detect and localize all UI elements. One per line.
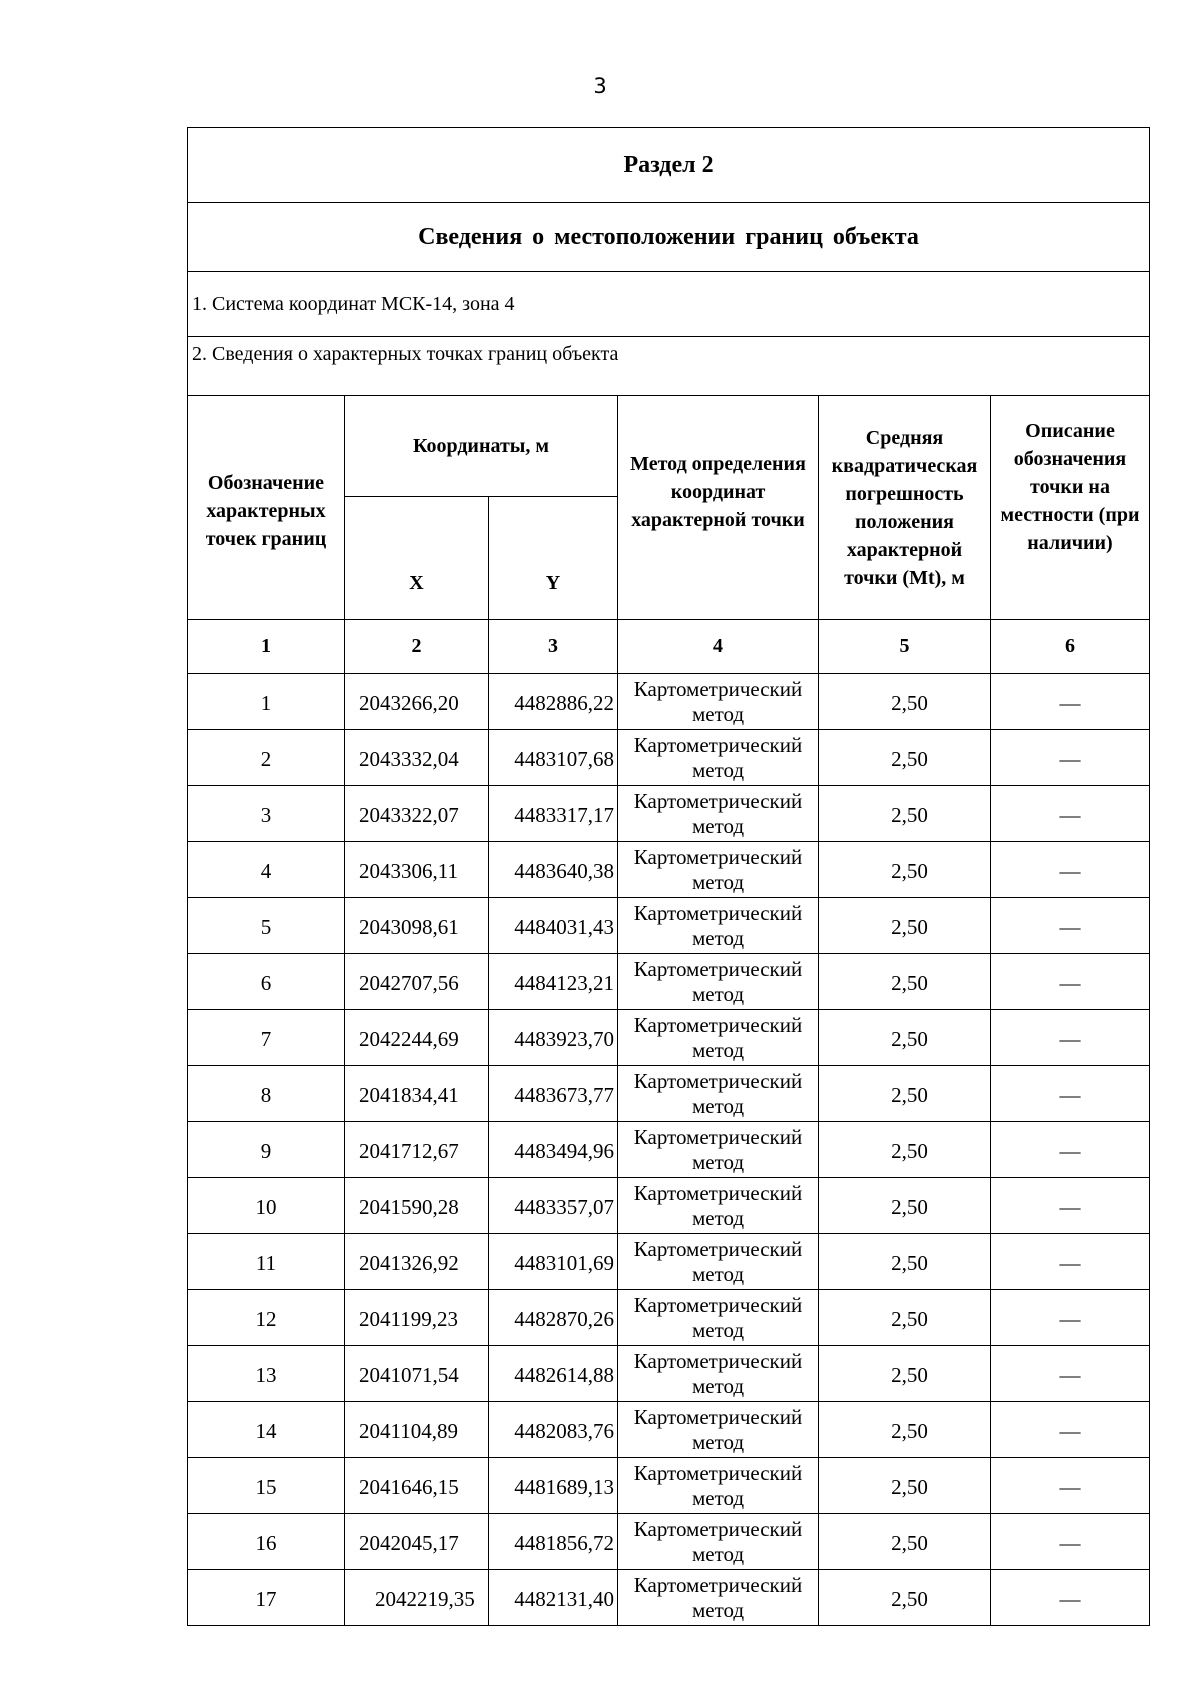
point-number: 14	[188, 1402, 345, 1458]
coordinate-x: 2042045,17	[345, 1514, 489, 1570]
mean-square-error: 2,50	[819, 1066, 991, 1122]
coordinate-y: 4482870,26	[489, 1290, 618, 1346]
coordinate-y: 4483673,77	[489, 1066, 618, 1122]
table-row	[188, 730, 1150, 786]
method: Картометрический метод	[618, 1066, 819, 1122]
coordinate-y: 4483107,68	[489, 730, 618, 786]
coordinate-x: 2041646,15	[345, 1458, 489, 1514]
mean-square-error: 2,50	[819, 730, 991, 786]
points-caption: 2. Сведения о характерных точках границ объекта	[188, 337, 1150, 396]
mean-square-error: 2,50	[819, 1234, 991, 1290]
method: Картометрический метод	[618, 674, 819, 730]
point-description: —	[991, 786, 1150, 842]
coordinate-y: 4483640,38	[489, 842, 618, 898]
coordinate-y: 4482083,76	[489, 1402, 618, 1458]
mean-square-error: 2,50	[819, 786, 991, 842]
column-number: 6	[991, 620, 1150, 674]
header-method: Метод определения координат характерной точки	[618, 396, 819, 620]
point-number: 10	[188, 1178, 345, 1234]
point-number: 6	[188, 954, 345, 1010]
coordinate-system: 1. Система координат МСК-14, зона 4	[188, 272, 1150, 337]
coordinate-x: 2043306,11	[345, 842, 489, 898]
point-description: —	[991, 1570, 1150, 1626]
method: Картометрический метод	[618, 1346, 819, 1402]
point-number: 11	[188, 1234, 345, 1290]
method: Картометрический метод	[618, 1514, 819, 1570]
mean-square-error: 2,50	[819, 1402, 991, 1458]
table-row	[188, 1514, 1150, 1570]
point-description: —	[991, 674, 1150, 730]
column-number: 3	[489, 620, 618, 674]
mean-square-error: 2,50	[819, 1570, 991, 1626]
point-description: —	[991, 898, 1150, 954]
column-numbers-row	[188, 620, 1150, 674]
coordinate-y: 4483101,69	[489, 1234, 618, 1290]
point-number: 7	[188, 1010, 345, 1066]
mean-square-error: 2,50	[819, 1290, 991, 1346]
point-number: 15	[188, 1458, 345, 1514]
coordinate-x: 2043266,20	[345, 674, 489, 730]
mean-square-error: 2,50	[819, 1178, 991, 1234]
mean-square-error: 2,50	[819, 1514, 991, 1570]
point-number: 13	[188, 1346, 345, 1402]
point-number: 17	[188, 1570, 345, 1626]
mean-square-error: 2,50	[819, 898, 991, 954]
mean-square-error: 2,50	[819, 1122, 991, 1178]
table-row	[188, 1290, 1150, 1346]
point-number: 3	[188, 786, 345, 842]
point-number: 9	[188, 1122, 345, 1178]
method: Картометрический метод	[618, 1570, 819, 1626]
coordinate-y: 4484123,21	[489, 954, 618, 1010]
point-description: —	[991, 1346, 1150, 1402]
method: Картометрический метод	[618, 1234, 819, 1290]
method: Картометрический метод	[618, 1402, 819, 1458]
coordinate-x: 2041326,92	[345, 1234, 489, 1290]
header-description: Описание обозначения точки на местности (при наличии)	[991, 396, 1150, 620]
coordinate-y: 4481689,13	[489, 1458, 618, 1514]
column-number: 4	[618, 620, 819, 674]
point-description: —	[991, 1234, 1150, 1290]
boundary-points-table	[187, 127, 1150, 1626]
table-row	[188, 954, 1150, 1010]
coordinate-y: 4483923,70	[489, 1010, 618, 1066]
coordinate-x: 2042219,35	[345, 1570, 489, 1626]
point-description: —	[991, 1066, 1150, 1122]
table-row	[188, 1010, 1150, 1066]
coordinate-x: 2041071,54	[345, 1346, 489, 1402]
table-row	[188, 1346, 1150, 1402]
section-subtitle: Сведения о местоположении границ объекта	[188, 203, 1150, 272]
point-number: 5	[188, 898, 345, 954]
point-description: —	[991, 1290, 1150, 1346]
coordinate-x: 2043332,04	[345, 730, 489, 786]
mean-square-error: 2,50	[819, 954, 991, 1010]
coordinate-x: 2041834,41	[345, 1066, 489, 1122]
point-number: 4	[188, 842, 345, 898]
coordinate-y: 4483494,96	[489, 1122, 618, 1178]
method: Картометрический метод	[618, 1122, 819, 1178]
point-description: —	[991, 1458, 1150, 1514]
point-description: —	[991, 842, 1150, 898]
table-row	[188, 1570, 1150, 1626]
coordinate-y: 4482614,88	[489, 1346, 618, 1402]
table-row	[188, 1122, 1150, 1178]
table-row	[188, 898, 1150, 954]
coordinate-y: 4484031,43	[489, 898, 618, 954]
coordinate-x: 2042244,69	[345, 1010, 489, 1066]
coordinate-x: 2041199,23	[345, 1290, 489, 1346]
table-row	[188, 786, 1150, 842]
mean-square-error: 2,50	[819, 1010, 991, 1066]
point-description: —	[991, 1122, 1150, 1178]
point-description: —	[991, 1514, 1150, 1570]
method: Картометрический метод	[618, 1010, 819, 1066]
coordinate-x: 2043322,07	[345, 786, 489, 842]
coordinate-y: 4482886,22	[489, 674, 618, 730]
header-x: X	[345, 497, 489, 620]
method: Картометрический метод	[618, 786, 819, 842]
point-number: 16	[188, 1514, 345, 1570]
method: Картометрический метод	[618, 1458, 819, 1514]
method: Картометрический метод	[618, 1178, 819, 1234]
coordinate-x: 2041712,67	[345, 1122, 489, 1178]
point-description: —	[991, 954, 1150, 1010]
header-designation: Обозначение характерных точек границ	[188, 396, 345, 620]
point-description: —	[991, 1402, 1150, 1458]
header-y: Y	[489, 497, 618, 620]
mean-square-error: 2,50	[819, 674, 991, 730]
coordinate-y: 4482131,40	[489, 1570, 618, 1626]
table-row	[188, 1402, 1150, 1458]
coordinate-y: 4483317,17	[489, 786, 618, 842]
page-number: 3	[593, 74, 607, 98]
header-coordinates: Координаты, м	[345, 396, 618, 497]
coordinate-y: 4481856,72	[489, 1514, 618, 1570]
point-description: —	[991, 1010, 1150, 1066]
method: Картометрический метод	[618, 1290, 819, 1346]
point-number: 12	[188, 1290, 345, 1346]
header-error: Средняя квадратическая погрешность положения характерной точки (Mt), м	[819, 396, 991, 620]
coordinate-x: 2041104,89	[345, 1402, 489, 1458]
column-number: 1	[188, 620, 345, 674]
table-row	[188, 842, 1150, 898]
section-title: Раздел 2	[188, 128, 1150, 203]
mean-square-error: 2,50	[819, 842, 991, 898]
point-number: 1	[188, 674, 345, 730]
point-description: —	[991, 730, 1150, 786]
method: Картометрический метод	[618, 842, 819, 898]
coordinate-x: 2041590,28	[345, 1178, 489, 1234]
mean-square-error: 2,50	[819, 1346, 991, 1402]
coordinate-x: 2043098,61	[345, 898, 489, 954]
table-row	[188, 674, 1150, 730]
coordinate-y: 4483357,07	[489, 1178, 618, 1234]
point-number: 2	[188, 730, 345, 786]
method: Картометрический метод	[618, 898, 819, 954]
column-number: 2	[345, 620, 489, 674]
table-row	[188, 1066, 1150, 1122]
point-number: 8	[188, 1066, 345, 1122]
table-row	[188, 1178, 1150, 1234]
point-description: —	[991, 1178, 1150, 1234]
table-row	[188, 1458, 1150, 1514]
mean-square-error: 2,50	[819, 1458, 991, 1514]
table-row	[188, 1234, 1150, 1290]
column-number: 5	[819, 620, 991, 674]
method: Картометрический метод	[618, 954, 819, 1010]
coordinate-x: 2042707,56	[345, 954, 489, 1010]
method: Картометрический метод	[618, 730, 819, 786]
